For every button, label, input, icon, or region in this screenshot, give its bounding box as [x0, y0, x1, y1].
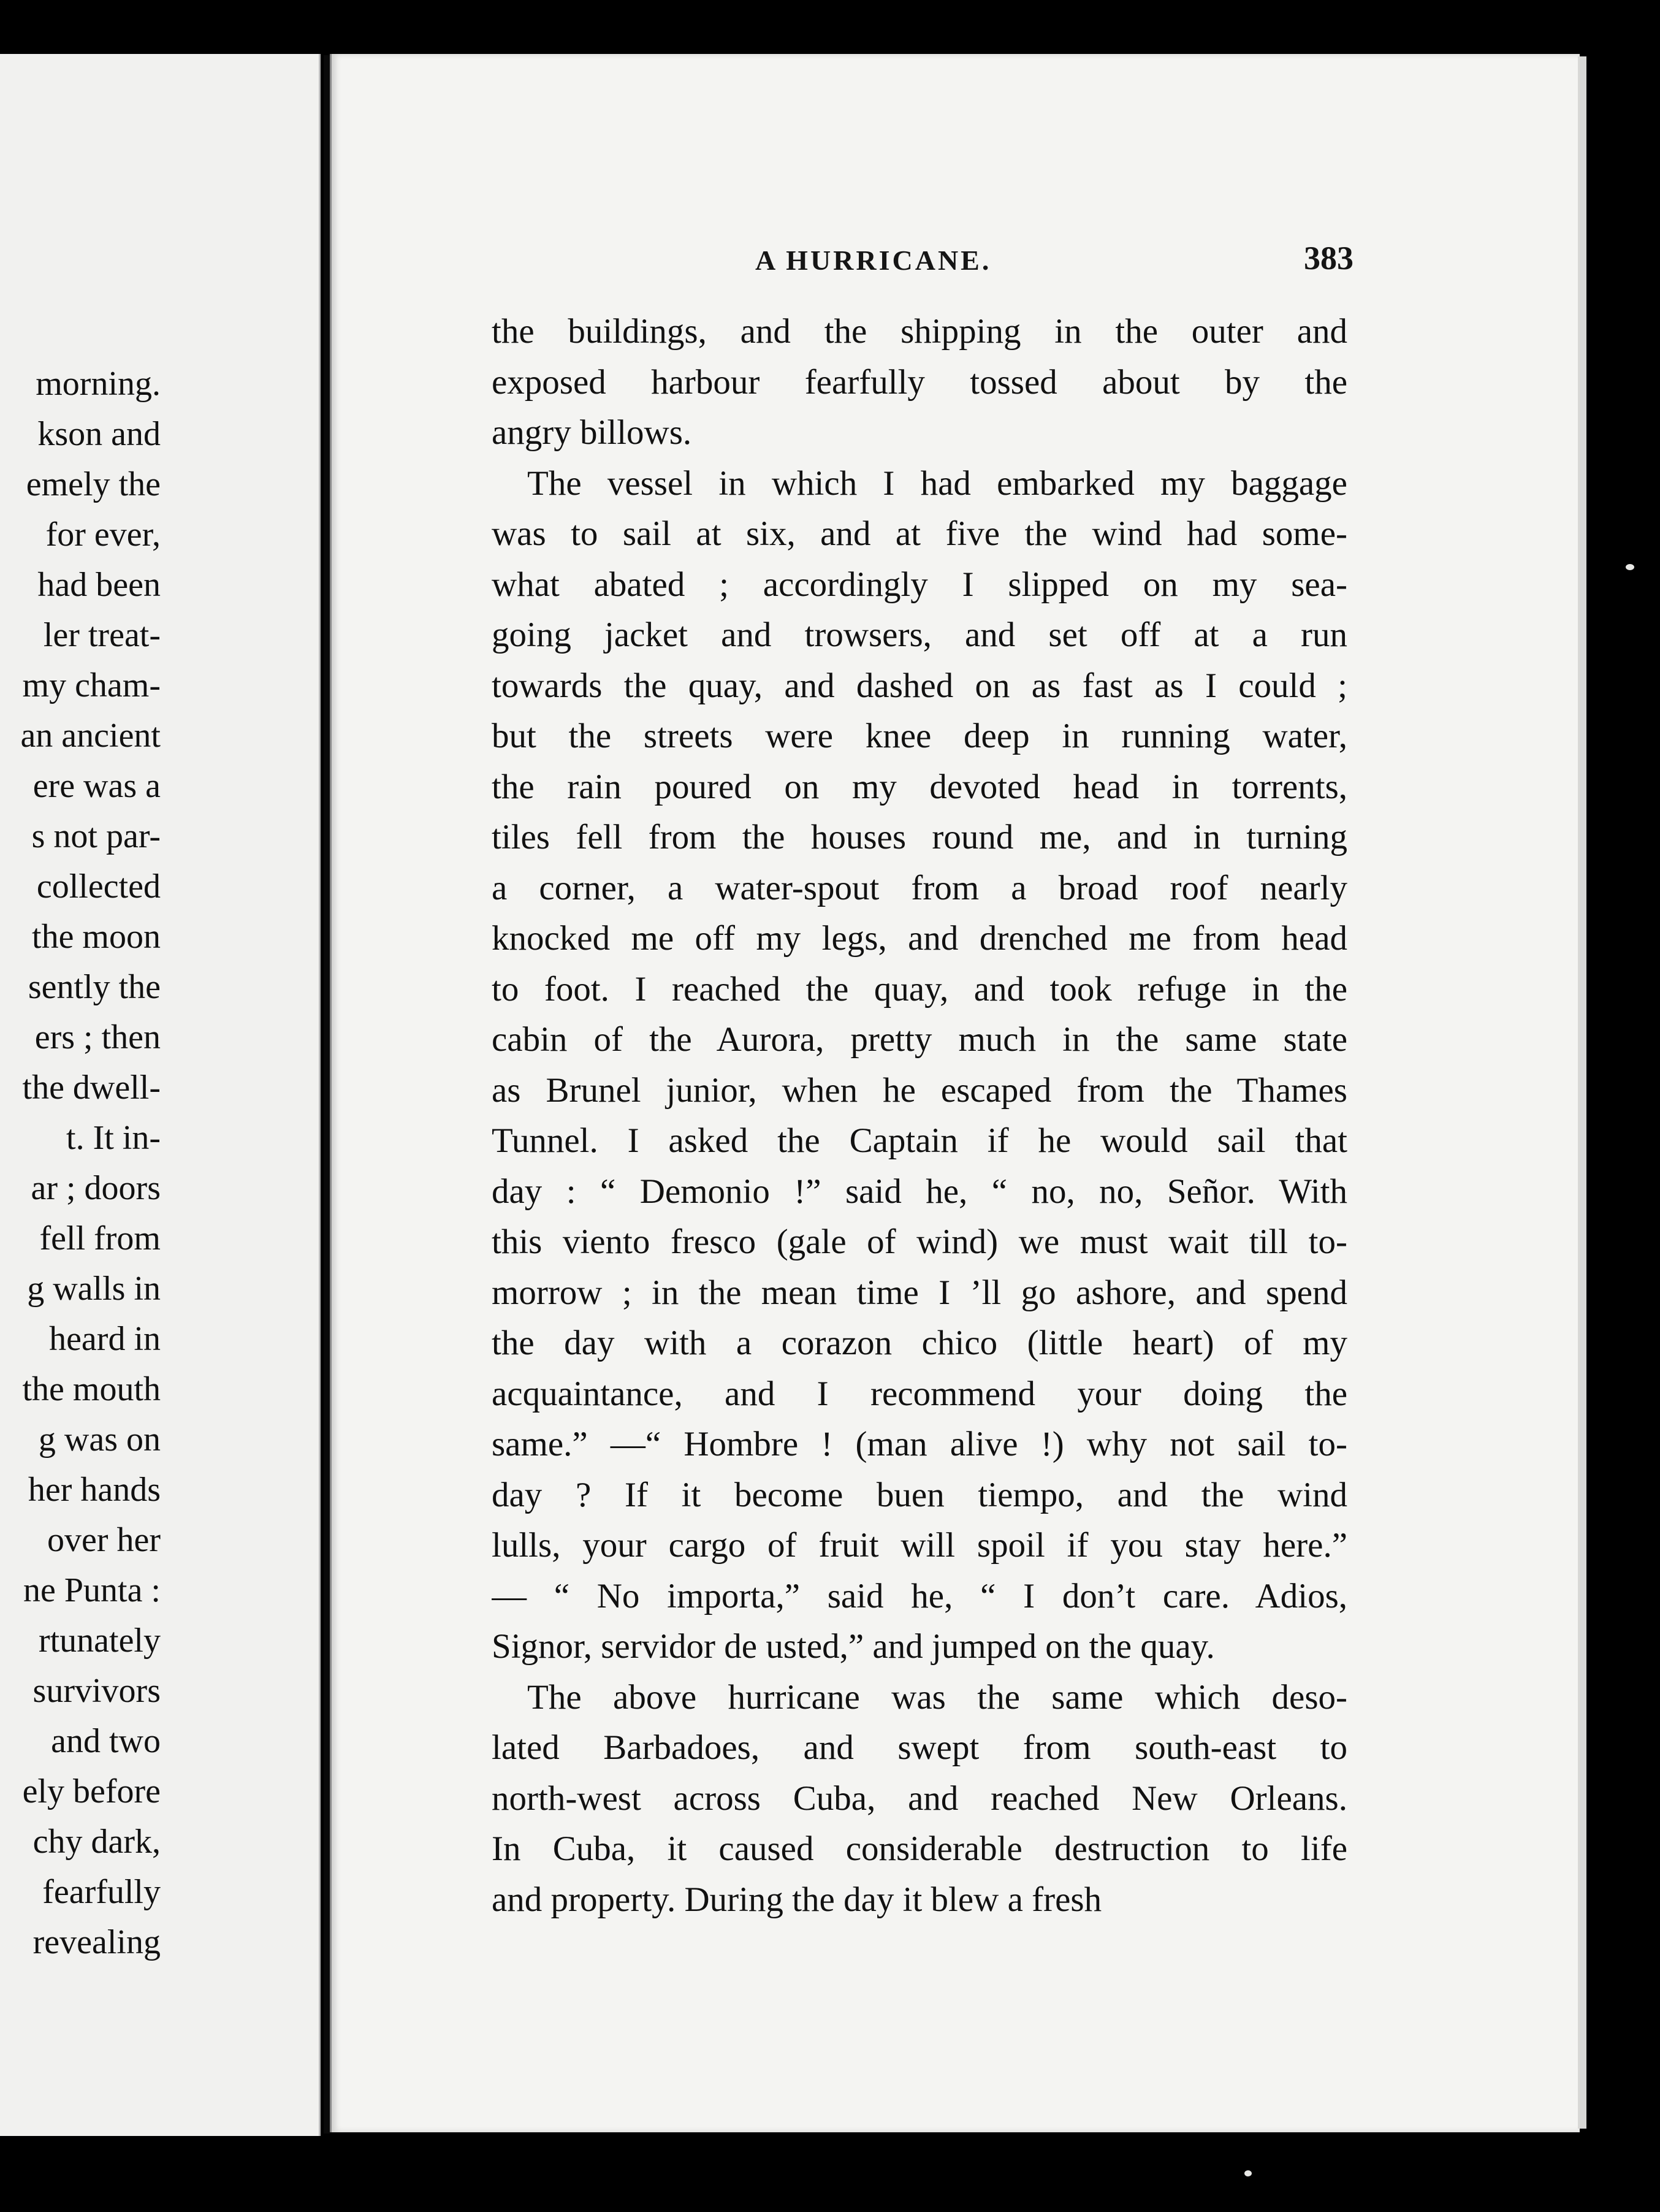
- left-text-line: for ever,: [45, 516, 161, 554]
- body-text-line: morrow ; in the mean time I ’ll go ashore, and spend: [492, 1273, 1347, 1312]
- body-text-line: the rain poured on my devoted head in torrents,: [492, 767, 1347, 806]
- body-text-line: In Cuba, it caused considerable destruction to life: [492, 1829, 1347, 1868]
- left-text-line: the moon: [32, 918, 161, 956]
- body-text-line: Signor, servidor de usted,” and jumped on the quay.: [492, 1627, 1215, 1666]
- body-text-line: knocked me off my legs, and drenched me from head: [492, 919, 1347, 958]
- left-text-line: my cham-: [22, 666, 161, 704]
- body-text-line: exposed harbour fearfully tossed about by the: [492, 362, 1347, 402]
- body-text-line: cabin of the Aurora, pretty much in the same state: [492, 1020, 1347, 1059]
- left-text-line: ers ; then: [34, 1018, 161, 1056]
- left-text-line: an ancient: [20, 717, 161, 755]
- left-text-line: ne Punta :: [23, 1571, 161, 1609]
- body-text: [492, 307, 1347, 1925]
- left-text-line: fearfully: [42, 1873, 161, 1911]
- body-text-line: what abated ; accordingly I slipped on my sea-: [492, 565, 1347, 604]
- left-text-line: over her: [47, 1521, 161, 1559]
- left-text-line: g walls in: [27, 1270, 161, 1308]
- left-text-line: s not par-: [31, 817, 161, 855]
- left-page-text: [20, 359, 161, 1967]
- left-page: [0, 54, 321, 2136]
- body-text-line: tiles fell from the houses round me, and in turning: [492, 818, 1347, 856]
- left-text-line: emely the: [26, 465, 161, 503]
- body-text-line: same.” —“ Hombre ! (man alive !) why not sail to-: [492, 1425, 1347, 1463]
- left-text-line: the mouth: [22, 1370, 161, 1408]
- left-text-line: fell from: [39, 1219, 161, 1257]
- left-text-line: ar ; doors: [31, 1169, 161, 1207]
- body-text-line: — “ No importa,” said he, “ I don’t care. Adios,: [492, 1576, 1347, 1615]
- left-text-line: her hands: [28, 1471, 161, 1509]
- running-head: A HURRICANE.: [755, 245, 992, 276]
- body-text-line: angry billows.: [492, 413, 692, 452]
- left-text-line: the dwell-: [22, 1069, 161, 1107]
- left-text-line: collected: [36, 868, 161, 906]
- left-text-line: ely before: [22, 1772, 161, 1810]
- left-text-line: revealing: [32, 1923, 161, 1961]
- left-text-line: had been: [37, 566, 161, 604]
- left-text-line: ere was a: [32, 767, 161, 805]
- body-text-line: and property. During the day it blew a fresh: [492, 1880, 1102, 1919]
- body-text-line: the buildings, and the shipping in the outer and: [492, 312, 1347, 351]
- body-text-line: The vessel in which I had embarked my baggage: [527, 463, 1347, 503]
- body-text-line: day ? If it become buen tiempo, and the wind: [492, 1475, 1347, 1514]
- gutter-shadow: [324, 55, 330, 2134]
- left-text-line: morning.: [36, 365, 161, 403]
- left-text-line: g was on: [38, 1421, 161, 1459]
- body-text-line: a corner, a water-spout from a broad roof nearly: [492, 868, 1347, 907]
- body-text-line: towards the quay, and dashed on as fast as I could ;: [492, 666, 1347, 705]
- body-text-line: day : “ Demonio !” said he, “ no, no, Señor. With: [492, 1172, 1347, 1211]
- left-text-line: chy dark,: [32, 1823, 161, 1861]
- left-text-line: sently the: [28, 968, 161, 1006]
- body-text-line: acquaintance, and I recommend your doing the: [492, 1374, 1347, 1413]
- body-text-line: as Brunel junior, when he escaped from the Thames: [492, 1070, 1347, 1110]
- body-text-line: this viento fresco (gale of wind) we must wait till to-: [492, 1222, 1347, 1261]
- body-text-line: The above hurricane was the same which deso-: [527, 1677, 1347, 1717]
- paper-speck: [1244, 2170, 1252, 2176]
- body-text-line: to foot. I reached the quay, and took refuge in the: [492, 969, 1347, 1009]
- body-text-line: but the streets were knee deep in running water,: [492, 717, 1347, 755]
- body-text-line: was to sail at six, and at five the wind had some-: [492, 514, 1347, 553]
- body-text-line: lulls, your cargo of fruit will spoil if you stay here.”: [492, 1526, 1347, 1565]
- body-text-line: going jacket and trowsers, and set off at a run: [492, 616, 1347, 654]
- left-text-line: survivors: [32, 1672, 161, 1710]
- left-text-line: kson and: [37, 415, 161, 453]
- body-text-line: Tunnel. I asked the Captain if he would sail that: [492, 1121, 1347, 1160]
- left-text-line: t. It in-: [66, 1119, 161, 1157]
- left-text-line: rtunately: [38, 1622, 161, 1660]
- left-text-line: ler treat-: [43, 616, 161, 654]
- body-text-line: lated Barbadoes, and swept from south-east to: [492, 1728, 1347, 1767]
- page-edge: [1578, 56, 1586, 2129]
- left-text-line: heard in: [49, 1320, 161, 1358]
- paper-speck: [1626, 564, 1634, 570]
- page-number: 383: [1304, 240, 1354, 276]
- body-text-line: the day with a corazon chico (little heart) of my: [492, 1324, 1347, 1362]
- body-text-line: north-west across Cuba, and reached New Orleans.: [492, 1779, 1347, 1818]
- left-text-line: and two: [51, 1722, 161, 1760]
